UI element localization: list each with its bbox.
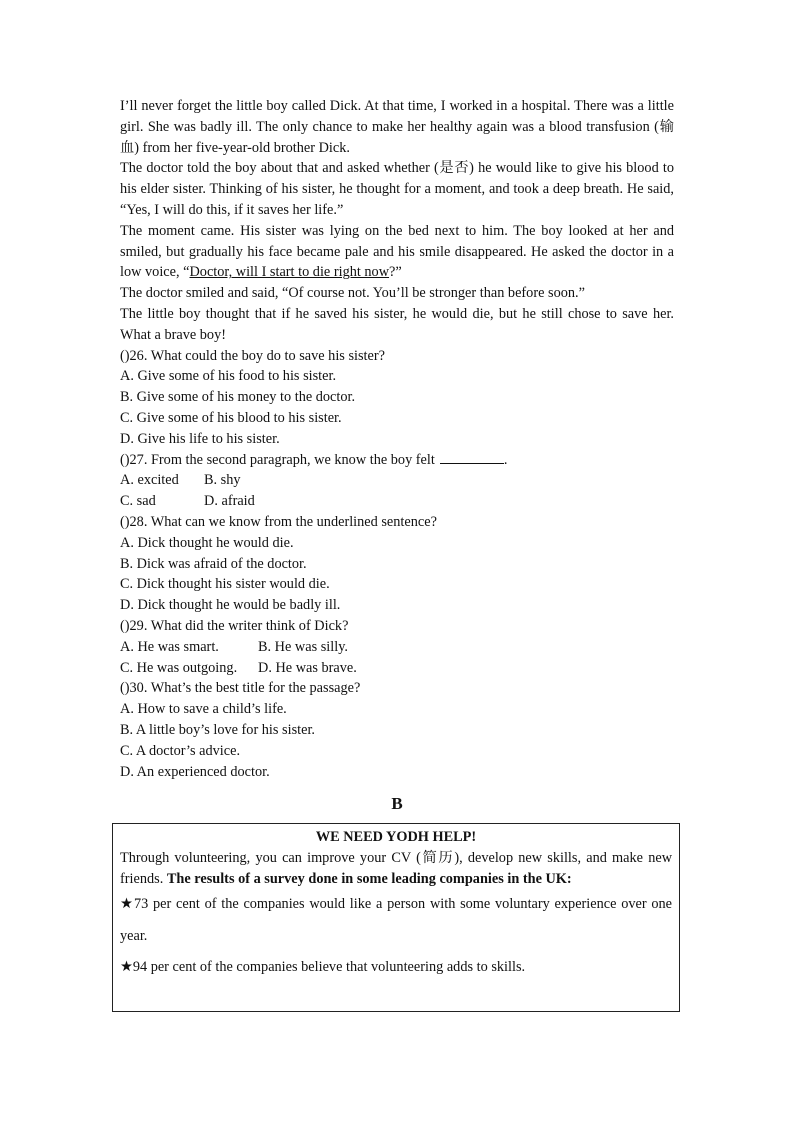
paragraph-3: The moment came. His sister was lying on the bed next to him. The boy looked at her and smiled, but gradually his face became pale and his smile disappeared. He asked the doctor in a low voice, “Doctor, will I start to die right now?” [120, 222, 674, 281]
q28-option-b: B. Dick was afraid of the doctor. [120, 555, 307, 572]
q29-options-row-2 [120, 658, 674, 679]
survey-result-1: ★73 per cent of the companies would like a person with some voluntary experience over one year. [120, 896, 672, 944]
q30-option-d: D. An experienced doctor. [120, 763, 270, 780]
question-30-stem: ()30. What’s the best title for the passage? [120, 680, 361, 697]
q30-option-a: A. How to save a child’s life. [120, 701, 287, 718]
q30-option-b: B. A little boy’s love for his sister. [120, 721, 315, 738]
paragraph-2: The doctor told the boy about that and asked whether (是否) he would like to give his blood to his elder sister. Thinking of his sister, he thought for a moment, and took a deep breath. He said, “Yes, I will do this, if it saves her life.” [120, 160, 675, 218]
q27-option-d: D. afraid [204, 493, 255, 510]
question-27-stem: ()27. From the second paragraph, we know the boy felt . [120, 451, 508, 468]
question-26-stem: ()26. What could the boy do to save his sister? [120, 347, 385, 364]
chinese-gloss: 是否 [438, 160, 470, 177]
question-29-stem: ()29. What did the writer think of Dick? [120, 617, 349, 634]
section-b-heading: B [391, 794, 403, 813]
notice-intro: Through volunteering, you can improve your CV (简历), develop new skills, and make new friends. The results of a survey done in some leading companies in the UK: [120, 849, 673, 887]
q27-options-row-1 [120, 470, 674, 491]
question-28-stem: ()28. What can we know from the underlined sentence? [120, 513, 437, 530]
answer-blank [440, 450, 504, 464]
q29-options-row-1 [120, 637, 674, 658]
q29-option-b: B. He was silly. [258, 638, 349, 655]
underlined-sentence: Doctor, will I start to die right now [189, 264, 390, 281]
q28-option-c: C. Dick thought his sister would die. [120, 576, 330, 593]
survey-heading: The results of a survey done in some leading companies in the UK: [166, 870, 572, 887]
paragraph-4: The doctor smiled and said, “Of course not. You’ll be stronger than before soon.” [120, 285, 585, 302]
q29-option-a: A. He was smart. [120, 638, 219, 655]
passage-a [120, 96, 674, 782]
q28-option-a: A. Dick thought he would die. [120, 534, 294, 551]
q29-option-d: D. He was brave. [258, 659, 357, 676]
survey-result-2: ★94 per cent of the companies believe that volunteering adds to skills. [120, 959, 526, 976]
q30-option-c: C. A doctor’s advice. [120, 742, 241, 759]
q29-option-c: C. He was outgoing. [120, 659, 238, 676]
q27-option-a: A. excited [120, 472, 179, 489]
volunteer-notice-box [112, 823, 680, 1012]
notice-title: WE NEED YODH HELP! [315, 829, 477, 845]
q26-option-a: A. Give some of his food to his sister. [120, 368, 337, 385]
q26-option-c: C. Give some of his blood to his sister. [120, 409, 342, 426]
q27-option-c: C. sad [120, 493, 156, 510]
chinese-gloss: 简历 [420, 849, 455, 866]
paragraph-5: The little boy thought that if he saved his sister, he would die, but he still chose to save her. What a brave boy! [120, 305, 674, 343]
q27-option-b: B. shy [204, 472, 241, 489]
q28-option-d: D. Dick thought he would be badly ill. [120, 597, 341, 614]
q26-option-b: B. Give some of his money to the doctor. [120, 389, 356, 406]
chinese-gloss: 输血 [120, 118, 675, 156]
q27-options-row-2 [120, 491, 674, 512]
paragraph-1: I’ll never forget the little boy called Dick. At that time, I worked in a hospital. There was a little girl. She was badly ill. The only chance to make her healthy again was a blood transfusion (输血) from her five-year-old brother Dick. [120, 98, 675, 156]
q26-option-d: D. Give his life to his sister. [120, 430, 280, 447]
